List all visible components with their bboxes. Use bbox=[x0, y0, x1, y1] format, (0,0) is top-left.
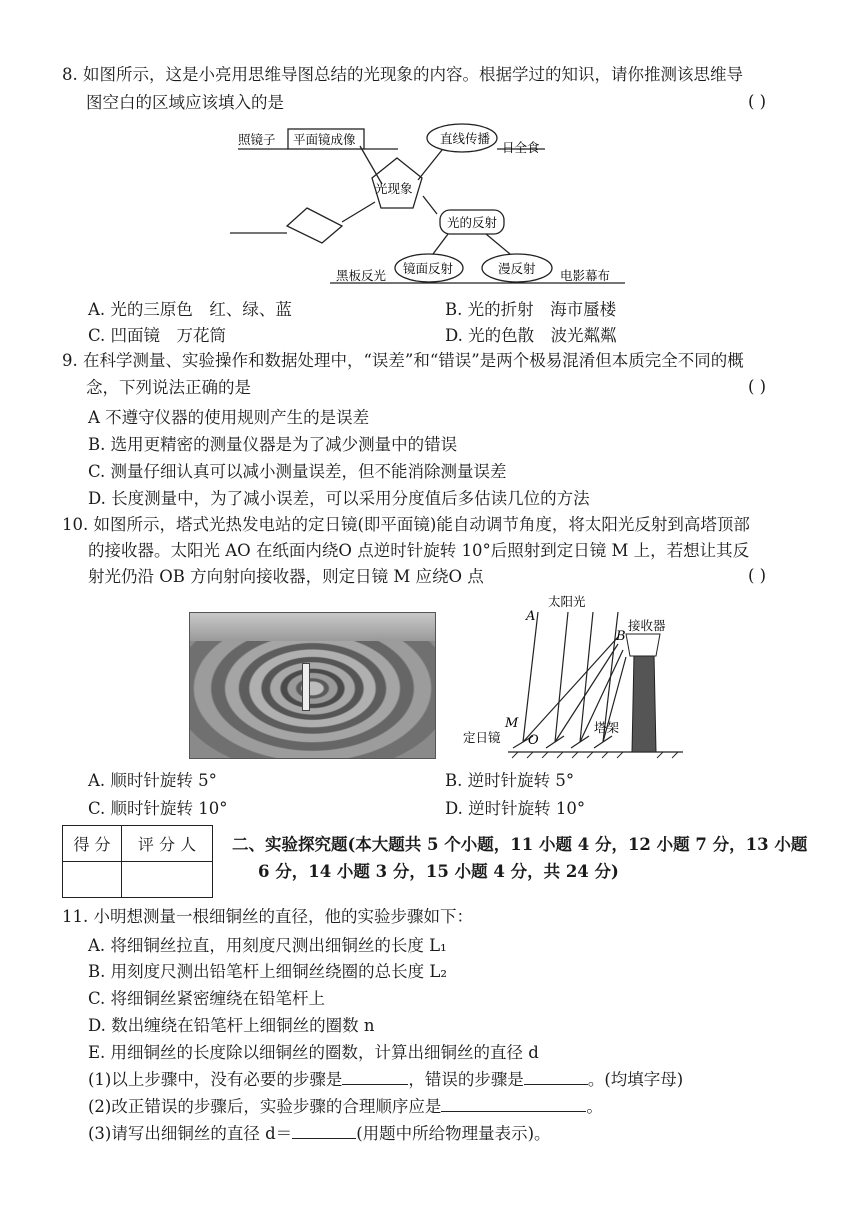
q9-stem-line1: 9. 在科学测量、实验操作和数据处理中，“误差”和“错误”是两个极易混淆但本质完全不同的概 bbox=[62, 351, 744, 370]
q11-sub1-text-a: (1)以上步骤中，没有必要的步骤是 bbox=[88, 1070, 343, 1089]
sunlight-label: 太阳光 bbox=[548, 594, 586, 609]
q11-sub3 bbox=[88, 1120, 551, 1144]
score-cell[interactable] bbox=[63, 862, 122, 898]
specular-label: 镜面反射 bbox=[403, 261, 454, 276]
q8-option-c: C. 凹面镜 万花筒 bbox=[88, 326, 227, 345]
diffuse-label: 漫反射 bbox=[498, 261, 536, 276]
q10-option-c: C. 顺时针旋转 10° bbox=[88, 799, 228, 818]
q11-sub1-text-b: ，错误的步骤是 bbox=[408, 1070, 524, 1089]
q11-sub1 bbox=[88, 1066, 683, 1090]
q11-sub1-blank-wrong[interactable] bbox=[524, 1068, 588, 1085]
center-node-label: 光现象 bbox=[375, 181, 413, 196]
section2-heading-line2: 6 分，14 小题 3 分，15 小题 4 分，共 24 分) bbox=[258, 862, 619, 881]
grader-header: 评 分 人 bbox=[122, 826, 213, 862]
heliostat-diagram bbox=[458, 592, 688, 762]
score-table bbox=[62, 825, 213, 898]
q11-step-d: D. 数出缠绕在铅笔杆上细铜丝的圈数 n bbox=[88, 1016, 375, 1035]
eclipse-label: 日全食 bbox=[502, 140, 540, 155]
q11-sub3-blank-diameter[interactable] bbox=[292, 1122, 356, 1139]
q10-option-a: A. 顺时针旋转 5° bbox=[88, 771, 217, 790]
q9-stem-line2: 念，下列说法正确的是 bbox=[86, 378, 251, 397]
q8-stem-line2: 图空白的区域应该填入的是 bbox=[86, 93, 284, 112]
q11-sub3-text-b: (用题中所给物理量表示)。 bbox=[356, 1124, 551, 1143]
label-o: O bbox=[528, 733, 539, 748]
q11-intro: 11. 小明想测量一根细铜丝的直径，他的实验步骤如下： bbox=[62, 907, 473, 926]
q11-sub2-blank-order[interactable] bbox=[441, 1095, 586, 1112]
q8-option-a: A. 光的三原色 红、绿、蓝 bbox=[88, 300, 292, 319]
q11-sub1-text-c: 。(均填字母) bbox=[587, 1070, 684, 1089]
q11-sub1-blank-unnecessary[interactable] bbox=[342, 1068, 408, 1085]
q8-answer-paren: ( ) bbox=[748, 92, 767, 111]
screen-label: 电影幕布 bbox=[560, 268, 611, 283]
q10-option-b: B. 逆时针旋转 5° bbox=[445, 771, 575, 790]
blackboard-label: 黑板反光 bbox=[336, 268, 387, 283]
receiver-label: 接收器 bbox=[628, 618, 666, 633]
label-a: A bbox=[526, 609, 536, 624]
tower-label: 塔架 bbox=[594, 720, 620, 735]
q10-stem-line2: 的接收器。太阳光 AO 在纸面内绕O 点逆时针旋转 10°后照射到定日镜 M 上，若想让其反 bbox=[88, 541, 750, 560]
q9-answer-paren: ( ) bbox=[748, 377, 767, 396]
mirror-example-label: 照镜子 bbox=[238, 132, 276, 147]
straight-propagation-label: 直线传播 bbox=[440, 131, 491, 146]
q11-sub2-text-b: 。 bbox=[586, 1097, 603, 1116]
q8-mind-map bbox=[230, 118, 630, 290]
grader-cell[interactable] bbox=[122, 862, 213, 898]
label-m: M bbox=[505, 716, 519, 731]
reflection-label: 光的反射 bbox=[447, 215, 498, 230]
plane-mirror-label: 平面镜成像 bbox=[293, 132, 356, 147]
q9-option-c: C. 测量仔细认真可以减小测量误差，但不能消除测量误差 bbox=[88, 462, 507, 481]
score-header: 得 分 bbox=[63, 826, 122, 862]
q9-option-d: D. 长度测量中，为了减小误差，可以采用分度值后多估读几位的方法 bbox=[88, 489, 590, 508]
q11-step-e: E. 用细铜丝的长度除以细铜丝的圈数，计算出细铜丝的直径 d bbox=[88, 1043, 539, 1062]
q11-sub2 bbox=[88, 1093, 603, 1117]
q8-stem-line1: 8. 如图所示，这是小亮用思维导图总结的光现象的内容。根据学过的知识，请你推测该思维导 bbox=[62, 65, 743, 84]
q11-sub2-text-a: (2)改正错误的步骤后，实验步骤的合理顺序应是 bbox=[88, 1097, 442, 1116]
heliostat-label: 定日镜 bbox=[463, 730, 501, 745]
q11-step-b: B. 用刻度尺测出铅笔杆上细铜丝绕圈的总长度 L₂ bbox=[88, 962, 447, 981]
q10-stem-line3: 射光仍沿 OB 方向射向接收器，则定日镜 M 应绕O 点 bbox=[88, 567, 484, 586]
q11-sub3-text-a: (3)请写出细铜丝的直径 d＝ bbox=[88, 1124, 293, 1143]
q8-option-d: D. 光的色散 波光粼粼 bbox=[445, 326, 617, 345]
q8-option-b: B. 光的折射 海市蜃楼 bbox=[445, 300, 617, 319]
q10-stem-line1: 10. 如图所示，塔式光热发电站的定日镜(即平面镜)能自动调节角度，将太阳光反射到高塔顶部 bbox=[62, 515, 750, 534]
q9-option-b: B. 选用更精密的测量仪器是为了减少测量中的错误 bbox=[88, 435, 458, 454]
section2-heading-line1: 二、实验探究题(本大题共 5 个小题，11 小题 4 分，12 小题 7 分，13 小题 bbox=[232, 835, 808, 854]
q9-option-a: A 不遵守仪器的使用规则产生的是误差 bbox=[88, 408, 370, 427]
q10-option-d: D. 逆时针旋转 10° bbox=[445, 799, 586, 818]
q11-step-a: A. 将细铜丝拉直，用刻度尺测出细铜丝的长度 L₁ bbox=[88, 936, 447, 955]
label-b: B bbox=[616, 629, 626, 644]
solar-plant-photo bbox=[189, 612, 436, 759]
q10-answer-paren: ( ) bbox=[748, 566, 767, 585]
q11-step-c: C. 将细铜丝紧密缠绕在铅笔杆上 bbox=[88, 989, 326, 1008]
